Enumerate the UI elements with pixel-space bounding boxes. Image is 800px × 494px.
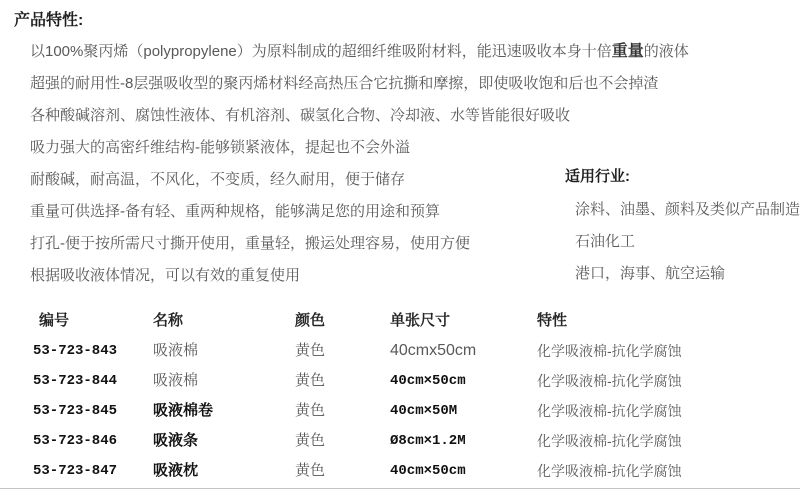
- table-row: [0, 456, 800, 486]
- header-code: 编号: [39, 312, 70, 329]
- industry-item: 港口，海事、航空运输: [575, 265, 726, 282]
- cell-name: 吸液棉卷: [153, 402, 214, 419]
- cell-size: Ø8cm×1.2M: [390, 433, 466, 449]
- feature-text: 打孔-便于按所需尺寸撕开使用，重量轻，搬运处理容易，使用方便: [30, 235, 470, 252]
- product-spec-table: [0, 306, 800, 486]
- cell-size: 40cm×50cm: [390, 463, 466, 479]
- feature-text-post: 的液体: [643, 43, 689, 60]
- feature-text: 超强的耐用性-8层强吸收型的聚丙烯材料经高热压合它抗撕和摩擦，即使吸收饱和后也不会掉渣: [30, 75, 659, 92]
- cell-feature: 化学吸液棉-抗化学腐蚀: [537, 403, 682, 419]
- cell-color: 黄色: [295, 462, 326, 479]
- cell-name: 吸液条: [153, 432, 199, 449]
- feature-text: 耐酸碱，耐高温，不风化，不变质，经久耐用，便于储存: [30, 171, 406, 188]
- industry-item: 石油化工: [575, 233, 636, 250]
- cell-name: 吸液棉: [153, 372, 199, 389]
- cell-code: 53-723-844: [33, 373, 118, 389]
- feature-line: [14, 68, 784, 100]
- feature-line: [14, 100, 784, 132]
- table-row: [0, 366, 800, 396]
- header-name: 名称: [153, 312, 184, 329]
- cell-feature: 化学吸液棉-抗化学腐蚀: [537, 343, 682, 359]
- cell-name: 吸液棉: [153, 342, 199, 359]
- feature-text-emphasis: 重量: [611, 43, 644, 60]
- table-row: [0, 426, 800, 456]
- cell-name: 吸液枕: [153, 462, 199, 479]
- feature-line: [14, 36, 784, 68]
- feature-text: 根据吸收液体情况，可以有效的重复使用: [30, 267, 301, 284]
- industry-item: 涂料、油墨、颜料及类似产品制造: [575, 201, 800, 218]
- feature-text: 重量可供选择-备有轻、重两种规格，能够满足您的用途和预算: [30, 203, 440, 220]
- feature-text: 吸力强大的高密纤维结构-能够锁紧液体，提起也不会外溢: [30, 139, 410, 156]
- cell-size: 40cm×50M: [390, 403, 458, 419]
- applicable-industries-section: [565, 166, 800, 290]
- table-row: [0, 396, 800, 426]
- feature-line: [14, 132, 784, 164]
- bottom-divider: [0, 488, 800, 489]
- cell-feature: 化学吸液棉-抗化学腐蚀: [537, 463, 682, 479]
- cell-color: 黄色: [295, 402, 326, 419]
- cell-feature: 化学吸液棉-抗化学腐蚀: [537, 433, 682, 449]
- cell-color: 黄色: [295, 372, 326, 389]
- cell-code: 53-723-846: [33, 433, 118, 449]
- feature-text-pre: 以100%聚丙烯（polypropylene）为原料制成的超细纤维吸附材料，能迅速吸收本身十倍: [30, 43, 612, 60]
- header-size: 单张尺寸: [390, 312, 451, 329]
- cell-code: 53-723-845: [33, 403, 118, 419]
- cell-color: 黄色: [295, 342, 326, 359]
- features-heading: 产品特性:: [14, 12, 84, 29]
- header-color: 颜色: [295, 312, 326, 329]
- industries-heading: 适用行业:: [565, 168, 630, 185]
- cell-code: 53-723-847: [33, 463, 118, 479]
- header-feature: 特性: [537, 312, 568, 329]
- cell-color: 黄色: [295, 432, 326, 449]
- table-row: [0, 336, 800, 366]
- table-header-row: [0, 306, 800, 336]
- cell-size: 40cm×50cm: [390, 373, 466, 389]
- feature-text: 各种酸碱溶剂、腐蚀性液体、有机溶剂、碳氢化合物、冷却液、水等皆能很好吸收: [30, 107, 571, 124]
- cell-size: 40cmx50cm: [390, 342, 477, 359]
- cell-code: 53-723-843: [33, 343, 118, 359]
- cell-feature: 化学吸液棉-抗化学腐蚀: [537, 373, 682, 389]
